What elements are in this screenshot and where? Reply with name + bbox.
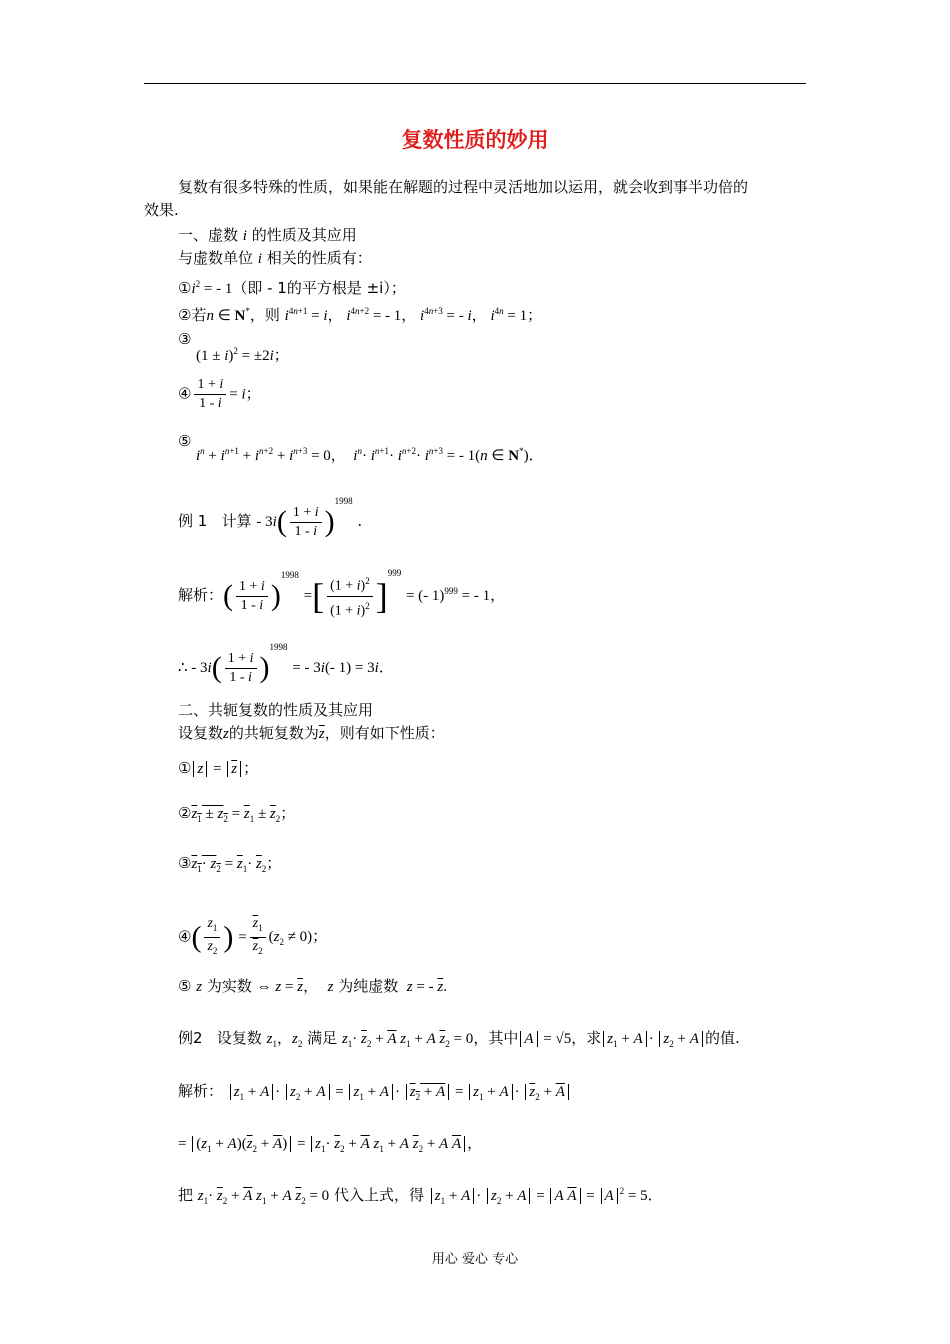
- intro-line-1: 复数有很多特殊的性质，如果能在解题的过程中灵活地加以运用，就会收到事半功倍的: [178, 178, 749, 196]
- solution-1: 解析：( $\frac{1 + i}{1 - i}$ )$^{1998}$ =[ $\frac{(1 + i)^2}{(1 + i)^2}$ ]$^{999}$ = (- 1)$^{999}$ = - 1，: [178, 568, 506, 619]
- property-3-formula: $(1 \pm i)^2 = \pm 2i$；: [196, 346, 289, 364]
- solution-2-line-1: 解析： $z_1 + A \cdot z_2 + A = z_1 + A \cdot z_2 + A = z_1 + A \cdot \overline{z}_2 + \overline{A}$: [178, 1080, 571, 1108]
- conj-property-4: ④( $\frac{z_1}{z_2}$ ) = $\frac{\overline{z}_1}{\overline{z}_2}$ $(z_2 \ne 0)$；: [178, 916, 328, 956]
- conj-property-3: $③z_1\cdot z_2 = \overline{z}_1\cdot \overline{z}_2$；: [178, 854, 282, 874]
- property-1: $①i^2$ = - 1（即 - 1的平方根是 ±i）；: [178, 279, 406, 297]
- conj-property-5: ⑤ z 为实数 ⇔ $z = \overline{z}$， z 为纯虚数 z = - $\overline{z}$.: [178, 977, 447, 995]
- conj-property-1: ① $z = \overline{z}$ ；: [178, 759, 259, 777]
- property-3: ③: [178, 330, 192, 348]
- property-5-formula: $i^n + i^{n+1} + i^{n+2} + i^{n+3} = 0$， $i^n\cdot i^{n+1}\cdot i^{n+2}\cdot i^{n+3}$ = - 1(n ∈ N*)．: [196, 446, 544, 464]
- section2-lead: 设复数z的共轭复数为$\overline{z}$，则有如下性质：: [178, 724, 445, 742]
- solution-2-line-3: 把 $z_1\cdot \overline{z}_2 + \overline{A}$ $z_1 + A$ $\overline{z}_2 = 0$ 代入上式，得 $z_1 + A \cdot z_2 + A = A$ $\overline{A} = A$ $^2$ = 5．: [178, 1186, 663, 1206]
- section2-heading: 二、共轭复数的性质及其应用: [178, 701, 374, 719]
- property-4: ④ $\frac{1 + i}{1 - i}$ = i；: [178, 377, 261, 411]
- solution-2-line-2: = $(z_1 + A)(\overline{z}_2 + \overline{A}) = z_1\cdot \overline{z}_2 + \overline{A}$ $z_1 + A$ $\overline{z}_2 + A$ $\overline{A}$ ，: [178, 1136, 483, 1154]
- conj-property-2: $②z_1 \pm z_2 = \overline{z}_1 \pm \overline{z}_2$；: [178, 804, 296, 824]
- page-title: 复数性质的妙用: [401, 128, 549, 152]
- example-2: 例2 设复数 $z_1$，$z_2$ 满足 $z_1\cdot \overline{z}_2 + \overline{A}$ $z_1 + A$ $\overline{z}_2 = 0$，其中 A = √5，求 $z_1 + A \cdot z_2 + A$ 的值.: [178, 1029, 740, 1049]
- property-2: ②若n ∈ N*，则 $i^{4n+1} = i$， $i^{4n+2}$ = - 1， $i^{4n+3}$ = - i， $i^{4n} = 1$；: [178, 306, 543, 324]
- section1-lead: 与虚数单位 i 相关的性质有：: [178, 249, 372, 267]
- property-5: ⑤: [178, 432, 192, 450]
- page-footer: 用心 爱心 专心: [431, 1252, 519, 1267]
- example-1: 例 1 计算 - 3i( $\frac{1 + i}{1 - i}$ )$^{1998}$ .: [178, 496, 363, 539]
- section1-heading: 一、虚数 i 的性质及其应用: [178, 226, 357, 244]
- intro-line-2: 效果.: [144, 201, 179, 219]
- solution-1-result: ∴ - 3i( $\frac{1 + i}{1 - i}$ )$^{1998}$ = - 3i(- 1) = 3i．: [178, 642, 394, 685]
- header-rule: [144, 83, 806, 84]
